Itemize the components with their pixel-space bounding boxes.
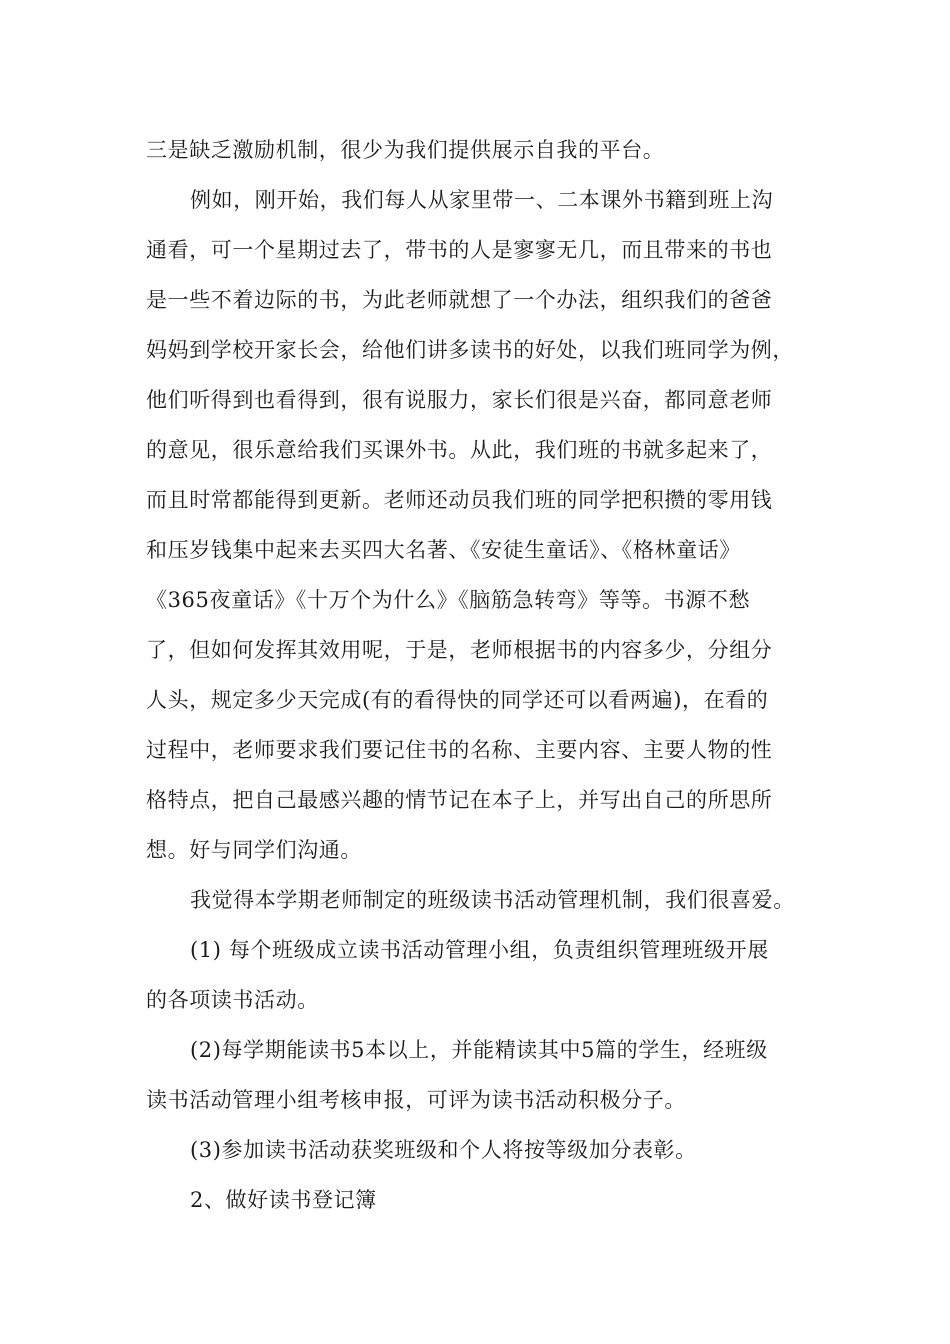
text-line: 妈妈到学校开家长会，给他们讲多读书的好处，以我们班同学为例， [146,338,794,362]
text-line: 三是缺乏激励机制，很少为我们提供展示自我的平台。 [146,138,665,162]
paragraph-start: 我觉得本学期老师制定的班级读书活动管理机制，我们很喜爱。 [190,888,795,912]
text-line: 的意见，很乐意给我们买课外书。从此，我们班的书就多起来了， [146,438,773,462]
text-line: 读书活动管理小组考核申报，可评为读书活动积极分子。 [146,1088,686,1112]
text-line: 人头，规定多少天完成(有的看得快的同学还可以看两遍)，在看的 [146,688,769,712]
text-line: 的各项读书活动。 [146,988,319,1012]
text-line: 通看，可一个星期过去了，带书的人是寥寥无几，而且带来的书也 [146,238,773,262]
paragraph-start: 例如，刚开始，我们每人从家里带一、二本课外书籍到班上沟 [190,188,774,212]
list-item-3: (3)参加读书活动获奖班级和个人将按等级加分表彰。 [190,1138,697,1162]
section-heading: 2、做好读书登记簿 [190,1188,377,1212]
text-line: 是一些不着边际的书，为此老师就想了一个办法，组织我们的爸爸 [146,288,773,312]
text-line: 想。好与同学们沟通。 [146,838,362,862]
text-line: 过程中，老师要求我们要记住书的名称、主要内容、主要人物的性 [146,738,773,762]
text-line: 了，但如何发挥其效用呢，于是，老师根据书的内容多少，分组分 [146,638,773,662]
list-item-1: (1) 每个班级成立读书活动管理小组，负责组织管理班级开展 [190,938,769,962]
text-line: 他们听得到也看得到，很有说服力，家长们很是兴奋，都同意老师 [146,388,773,412]
text-line: 格特点，把自己最感兴趣的情节记在本子上，并写出自己的所思所 [146,788,773,812]
text-line: 《365夜童话》《十万个为什么》《脑筋急转弯》等等。书源不愁 [146,588,751,612]
text-line: 和压岁钱集中起来去买四大名著、《安徒生童话》、《格林童话》 [146,538,741,562]
list-item-2: (2)每学期能读书5本以上，并能精读其中5篇的学生，经班级 [190,1038,768,1062]
text-line: 而且时常都能得到更新。老师还动员我们班的同学把积攒的零用钱 [146,488,773,512]
